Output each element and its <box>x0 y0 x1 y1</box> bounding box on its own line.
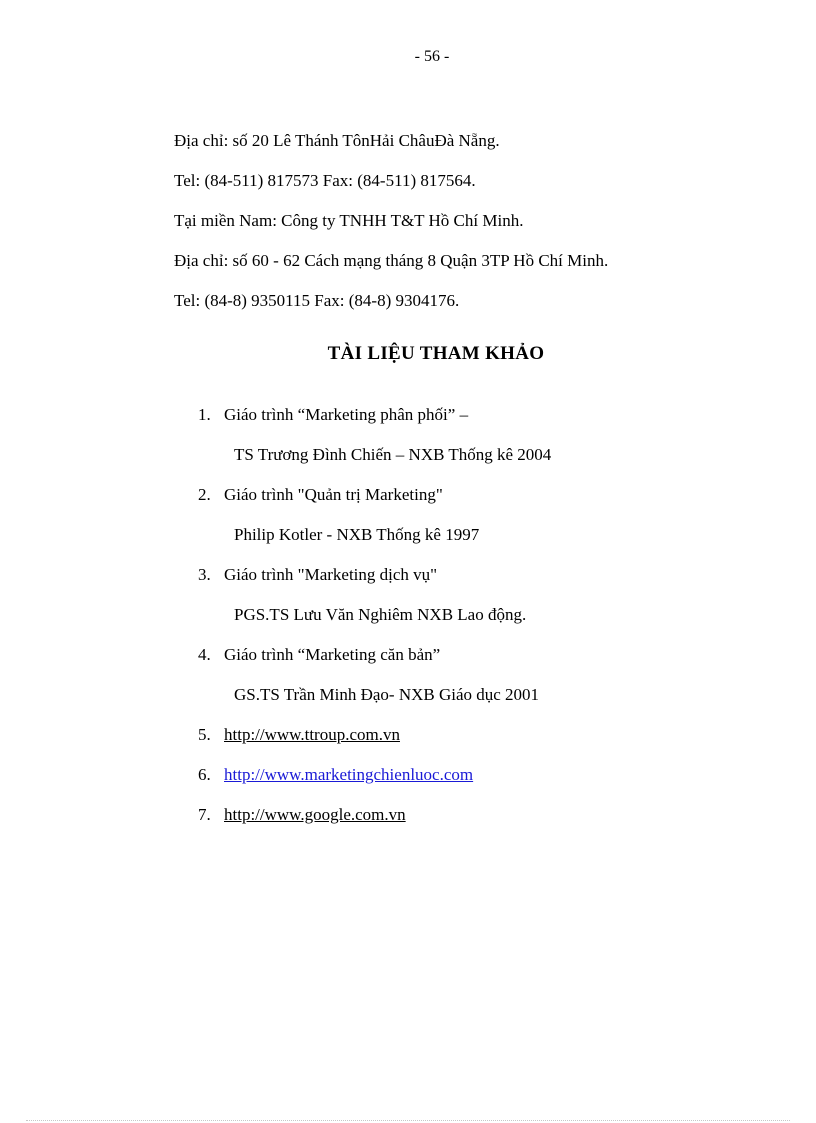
reference-number: 1. <box>198 405 211 424</box>
reference-detail: GS.TS Trần Minh Đạo- NXB Giáo dục 2001 <box>234 685 540 704</box>
reference-title: Giáo trình "Marketing dịch vụ" <box>224 565 438 584</box>
reference-detail: PGS.TS Lưu Văn Nghiêm NXB Lao động. <box>234 605 527 624</box>
reference-link-google[interactable]: http://www.google.com.vn <box>224 805 406 824</box>
reference-link-ttroup[interactable]: http://www.ttroup.com.vn <box>224 725 400 744</box>
reference-title: Giáo trình "Quản trị Marketing" <box>224 485 443 504</box>
reference-link-marketingchienluoc[interactable]: http://www.marketingchienluoc.com <box>224 765 474 784</box>
reference-item <box>198 725 758 745</box>
reference-item <box>198 485 758 505</box>
phone-fax-line: Tel: (84-8) 9350115 Fax: (84-8) 9304176. <box>174 291 460 310</box>
page-bottom-divider <box>26 1120 790 1121</box>
reference-title: Giáo trình “Marketing căn bản” <box>224 645 441 664</box>
reference-item <box>198 645 758 665</box>
reference-detail: TS Trương Đình Chiến – NXB Thống kê 2004 <box>234 445 552 464</box>
reference-title: Giáo trình “Marketing phân phối” – <box>224 405 469 424</box>
reference-item <box>198 805 758 825</box>
reference-detail: Philip Kotler - NXB Thống kê 1997 <box>234 525 480 544</box>
reference-number: 5. <box>198 725 211 744</box>
contact-address-block <box>174 131 774 331</box>
southern-office-line: Tại miền Nam: Công ty TNHH T&T Hồ Chí Minh. <box>174 211 524 230</box>
phone-fax-line: Tel: (84-511) 817573 Fax: (84-511) 817564. <box>174 171 476 190</box>
reference-number: 3. <box>198 565 211 584</box>
reference-item <box>198 405 758 425</box>
page-number: - 56 - <box>414 48 450 65</box>
address-line: Địa chỉ: số 60 - 62 Cách mạng tháng 8 Quận 3TP Hồ Chí Minh. <box>174 251 609 270</box>
reference-number: 2. <box>198 485 211 504</box>
reference-number: 7. <box>198 805 211 824</box>
reference-item <box>198 765 758 785</box>
references-heading: TÀI LIỆU THAM KHẢO <box>327 343 545 364</box>
reference-list <box>198 405 758 845</box>
reference-item <box>198 565 758 585</box>
reference-number: 6. <box>198 765 211 784</box>
address-line: Địa chỉ: số 20 Lê Thánh TônHải ChâuĐà Nẵng. <box>174 131 500 150</box>
reference-number: 4. <box>198 645 211 664</box>
